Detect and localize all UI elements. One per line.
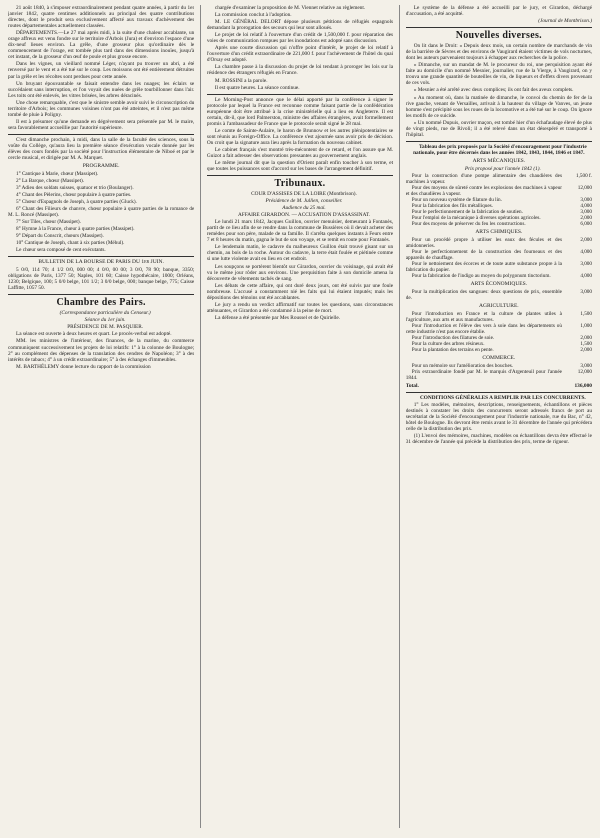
program-item: 4° Chant des Pèlerins, chœur populaire à quatre parties.	[16, 192, 132, 199]
prize-row: Pour un nouveau système de filature du lin. 3,000	[411, 196, 592, 203]
prize-row: Pour l'introduction en France et la culture de plantes utiles à l'agriculture, aux arts et aux manufactures. 1,500	[405, 311, 592, 324]
divider	[406, 27, 592, 28]
paragraph: Une chose remarquable, c'est que le sinistre semble avoir suivi le circonscription du territoire d'Arbois; les communes voisines n'ont pas été atteintes, et il n'est pas même tombé de pluie à Poligny.	[8, 99, 195, 118]
program-item: 8° Hymne à la France, chœur à quatre parties (Massipet).	[16, 226, 135, 233]
paragraph: « Un nommé Dupuis, ouvrier maçon, est tombé hier d'un échafaudage élevé de plus de vingt pieds, rue de Rivoli; il a été relevé dans un état désespéré et transporté à l'hôpital.	[405, 119, 592, 138]
program-item: 1° Cantique à Marie, chœur (Massipet).	[16, 171, 99, 178]
prize-row: Pour la multiplication des sangsues: deux questions de prix, ensemble de. 3,000	[405, 288, 592, 301]
paragraph: La chambre passe à la discussion du projet de loi tendant à proroger les lois sur la résidence des étrangers réfugiés en France.	[206, 64, 394, 77]
tableau-title: Tableau des prix proposés par la Société d'encouragement pour l'industrie nationale, pour être décernés dans les années 1842, 1843, 1844, 1846 et 1847.	[413, 143, 587, 156]
chambre-heading: Chambre des Pairs.	[56, 297, 146, 309]
cour-audience: Audience du 25 mai.	[282, 205, 326, 212]
cour-title: COUR D'ASSISES DE LA LOIRE (Montbrison).	[251, 191, 357, 198]
prize-row: Pour l'introduction et l'élève des vers à soie dans les départements où cette industrie n'est pas encore établie. 1,000	[405, 323, 592, 336]
prize-row: Pour la fabrication de l'indigo au moyen du polygonum tinctorium. 4,000	[411, 272, 592, 279]
prize-list	[406, 173, 592, 227]
program-item: 6° Chant des Filieurs de chanvre, chœur populaire à quatre parties de la romance de M. L. Roncé (Massipet).	[8, 206, 195, 219]
prize-list	[406, 363, 592, 381]
divider	[8, 134, 194, 135]
paragraph: Dans les vignes, un vieillard nommé Léger, n'ayant pu trouver un abri, a été renversé par le vent et a été tué sur le coup. Les moissons ont été entièrement détruites par la grêle et les récoltes sont perdues pour cette année.	[8, 61, 195, 80]
prize-row: Pour un mémoire sur l'amélioration des bouches. 3,000	[411, 363, 592, 370]
paragraph: M. BARTHÉLEMY donne lecture du rapport de la commission	[16, 363, 151, 370]
divider	[406, 392, 592, 393]
morning-post-paragraph: Le Morning-Post annonce que le délai apporté par la conférence à signer le protocole par lequel la France est reconnue comme faisant partie de la confédération européenne doit être attribué à la crise ministérielle qui a lieu en Angleterre. Il est certain, dit-il, que lord Palmerston, ministre des affaires étrangères, avait formellement promis à l'ambassadeur de France que le protocole serait signé le 28 mai.	[206, 96, 394, 127]
paragraph: Le lendemain matin, le cadavre du malheureux Guillon était trouvé gisant sur un chemin, au bois de la roche. Autour du cadavre, la terre était foulée et piétinée comme si une lutte violente avait eu lieu en cet endroit.	[206, 244, 394, 263]
paragraph: Les soupçons se portèrent bientôt sur Girardon, ouvrier du voisinage, qui avait été vu le même jour rôder aux environs. Une perquisition faite à son domicile amena la découverte de vêtements tachés de sang.	[206, 263, 394, 282]
chambre-presidence: PRÉSIDENCE DE M. PASQUIER.	[67, 324, 144, 331]
intro-paragraph: 21 août 1840, à s'imposer extraordinairement pendant quatre années, à partir du 1er janvier 1842, quatre centimes additionnels au principal des quatre contributions directes, dont le produit sera exclusivement affecté aux travaux d'achèvement des routes départementales actuellement classées.	[8, 5, 195, 30]
prize-row: Pour des moyens de préserver du feu les constructions. 6,000	[411, 220, 592, 227]
program-list	[8, 171, 194, 253]
total-amount: 136,000	[574, 383, 592, 390]
paragraph: Le projet de loi relatif à l'ouverture d'un crédit de 1,500,000 f. pour réparation des voies de communication rompues par les inondations est adopté sans discussion.	[206, 32, 394, 45]
paragraph: « Dimanche, sur un mandat de M. le procureur du roi, une perquisition ayant été faite au domicile d'un nommé Mesnier, journalier, rue de la Vierge, à Vaugirard, on y trouva une grande quantité de bouteilles de vin, de liqueurs et d'effets divers provenant de ces vols.	[405, 62, 592, 87]
program-item: 10° Cantique de Joseph, chant à six parties (Méhul).	[16, 240, 125, 247]
conditions-title: CONDITIONS GÉNÉRALES A REMPLIR PAR LES CONCURRENTS.	[419, 395, 586, 402]
section-title: COMMERCE.	[482, 355, 516, 362]
concert-paragraph: C'est dimanche prochain, à midi, dans la salle de la faculté des sciences, sous la voûte du Collège, qu'aura lieu la première séance d'exécution vocale donnée par les élèves des cours fondés par la société pour l'instruction élémentaire de Niboé et par le cercle musical, et dirigée par M. A. Marquet.	[8, 136, 195, 162]
paragraph: M. LE GÉNÉRAL DELORT dépose plusieurs pétitions de réfugiés espagnols demandant la prorogation des secours qui leur sont alloués.	[206, 19, 394, 32]
prize-year-label: Prix proposé pour l'année 1842 (1).	[464, 165, 541, 172]
departements-paragraph: DÉPARTEMENTS.—Le 27 mai après midi, à la suite d'une chaleur accablante, un orage affreux est venu fondre sur le territoire d'Arbois (Jura) et d'environ l'espace d'une dix-neuf lieues environ. La grêle, d'une grosseur plus qu'ordinaire dès le commencement de l'orage, est tombée plus tard dans des dimensions inouïes, jusqu'à cet instant, de la grosseur d'un œuf de poule et plus grosse encore.	[8, 30, 195, 61]
chambre-seance: Séance du 1er juin.	[84, 317, 126, 324]
paragraph: Il est à présumer qu'une demande en dégrèvement sera présentée par M. le maire, sera favorablement accueillie par l'autorité supérieure.	[8, 118, 195, 131]
paragraph: Il est quatre heures. La séance continue.	[214, 84, 300, 91]
paragraph: « Au moment où, dans la matinée de dimanche, le convoi du chemin de fer de la rive gauche, venant de Versailles, arrivait à la hauteur du village de Vanves, un jeune homme s'est précipité sous les roues de la locomotive et a été tué sur le coup. On ignore les motifs de ce suicide.	[405, 94, 592, 119]
prize-row: Pour la culture des arbres résineux. 1,500	[411, 341, 592, 348]
bourse-text: 5 0/0, 114 70; 4 1/2 0/0, 000 00; 4 0/0, 00 00; 3 0/0, 78 90; banque, 3350; obligations de Paris, 1377 50; Naples, 101 60; Caisse hypothécaire, 1000; Orléans, 1230; Belgique, 100; 5 0/0 belge, 101 1/2; 3 0/0 belge, 000; banque belge, 775; Caisse Laffitte, 1057 50.	[8, 267, 195, 292]
paragraph: La défense a été présentée par Mes Roussel et de Quirielle.	[214, 314, 341, 321]
prize-row: Pour l'introduction des filatures de soie. 2,000	[411, 335, 592, 342]
paragraph: chargée d'examiner la proposition de M. Viennet relative au règlement.	[214, 5, 366, 11]
paragraph: La commission conclut à l'adoption.	[214, 12, 292, 19]
prize-row: Pour le perfectionnement de la fabrication de soutien. 3,000	[411, 208, 592, 215]
program-item: 2° La Barque, chœur (Massipet).	[16, 178, 85, 185]
prize-row: Pour un procédé propre à utiliser les eaux des fécules et des amidonneries. 2,000	[405, 236, 592, 249]
chambre-subtitle: (Correspondance particulière du Censeur.)	[59, 310, 151, 317]
program-item: 5° Chœur d'Espagnols de Joseph, à quatre parties (Gluck).	[16, 199, 137, 206]
divider	[8, 256, 194, 257]
cour-presidence: Présidence de M. Jullien, conseiller.	[265, 198, 343, 205]
section-title: ARTS MÉCANIQUES.	[472, 157, 526, 164]
prize-row: Pour l'emploi de la mécanique à diverses opérations agricoles. 2,000	[411, 214, 592, 221]
prize-list	[406, 237, 592, 279]
section-title: ARTS CHIMIQUES.	[475, 228, 523, 235]
program-item: 9° Départ du Conscrit, chœurs (Massipet).	[16, 233, 104, 240]
paragraph: Un bruyant épouvantable se faisait entendre dans les nuages; les éclairs se succédaient sans interruption, et l'on voyait des nuées de grêle tourbillonner dans l'air. Les toits ont été enlevés, les vitres brisées, les arbres déracinés.	[8, 80, 195, 99]
paragraph: « Mesnier a été arrêté avec deux complices; ils ont fait des aveux complets.	[413, 87, 574, 94]
bourse-title: BULLETIN DE LA BOURSE DE PARIS DU 1er JUIN.	[38, 259, 164, 266]
prize-row: Pour la fabrication des fils métalliques. 4,000	[411, 202, 592, 209]
affaire-title: AFFAIRE GIRARDON. — ACCUSATION D'ASSASSINAT.	[237, 212, 370, 219]
prize-row: Pour le perfectionnement de la construction des fourneaux et des appareils de chauffage. 4,000	[405, 248, 592, 261]
prize-row: Pour la plantation des terrains en pente. 2,000	[411, 347, 592, 354]
prize-total	[406, 383, 592, 389]
paragraph: MM. les ministres de l'intérieur, des finances, de la marine, du commerce communiquent successivement les projets de loi relatifs: 1° à la colonne de Boulogne; 2° au complément des dépenses de la translation des cendres de Napoléon; 3° à des intérêts de tabacs; 4° à un crédit extraordinaire; 5° à des échanges d'immeubles.	[8, 338, 195, 363]
divider	[406, 141, 592, 142]
divider	[207, 94, 393, 95]
prize-list	[406, 311, 592, 353]
paragraph: Le cabinet français s'est montré très-mécontent de ce retard, et l'on assure que M. Guizot a fait adresser des observations pressantes au gouvernement anglais.	[206, 146, 394, 160]
program-item: 7° Sur Tiles, chœur (Massipet).	[16, 219, 81, 226]
program-item: 3° Adieu des soldats suisses, quatuor et trio (Boulanger).	[16, 185, 134, 192]
footnote: (1) L'envoi des mémoires, machines, modèles ou échantillons devra être effectué le 31 décembre de l'année qui précède la distribution des prix, terme de rigueur.	[405, 433, 592, 446]
paragraph: Le système de la défense a été accueilli par le jury, et Girardon, déchargé d'accusation, a été acquitté.	[405, 5, 592, 18]
paragraph: La séance est ouverte à deux heures et quart. Le procès-verbal est adopté.	[16, 331, 172, 338]
prize-row: Prix extraordinaire fondé par M. le marquis d'Argenteuil pour l'année 1844. 12,000	[405, 369, 592, 382]
tribunaux-heading: Tribunaux.	[274, 178, 326, 190]
prize-row: Pour des moyens de sûreté contre les explosions des machines à vapeur et des chaudières à vapeur. 12,000	[405, 184, 592, 197]
program-title: PROGRAMME.	[82, 163, 120, 170]
nouvelles-heading: Nouvelles diverses.	[455, 30, 542, 42]
paragraph: M. ROSSINI a la parole.	[214, 77, 268, 84]
column-divider	[399, 5, 400, 828]
total-label: Total.	[405, 383, 419, 390]
paragraph: Le même journal dit que la question d'Orient paraît enfin toucher à son terme, et que toutes les puissances sont d'accord sur les bases de l'arrangement définitif.	[206, 160, 394, 173]
section-title: AGRICULTURE.	[479, 302, 519, 309]
column-right	[406, 5, 592, 828]
paragraph: 1° Les modèles, mémoires, descriptions, renseignements, échantillons et pièces destinés à constater les droits des concurrents seront adressés francs de port au secrétariat de la Société d'encouragement pour l'industrie nationale, rue du Bac, n° 42, hôtel de Boulogne. Ils devront être remis avant le 31 décembre de l'année qui précédera celle de la distribution des prix.	[405, 402, 592, 433]
source-credit: (Journal de Montbrison.)	[538, 18, 592, 25]
paragraph: Après une courte discussion qui n'offre point d'intérêt, le projet de loi relatif à l'ouverture d'un crédit extraordinaire de 221,000 f. pour l'achèvement de l'hôtel du quai d'Orsay est adopté.	[206, 45, 394, 64]
column-divider	[200, 5, 201, 828]
paragraph: Le jury a rendu un verdict affirmatif sur toutes les questions, sans circonstances atténuantes, et Girardon a été condamné à la peine de mort.	[206, 301, 394, 314]
divider	[8, 294, 194, 295]
paragraph: On lit dans le Droit: « Depuis deux mois, un certain nombre de marchands de vin de la barrière de Sèvres et des environs de Vaugirard étaient victimes de vols nocturnes, dont les auteurs parvenaient toujours à échapper aux recherches de la police.	[405, 43, 592, 62]
prize-row: Pour la construction d'une pompe alimentaire des chaudières des machines à vapeur. 1,500 f.	[405, 172, 592, 185]
paragraph: Le lundi 21 mars 1842, Jacques Guillon, ouvrier menuisier, demeurant à Fontanès, partit de ce lieu afin de se rendre dans la commune de Bussières où il devait acheter des remèdes pour son père, malade de sa famille. Il s'arrêta quelques instants à Feurs entre 7 et 8 heures du matin, gagna le but de son voyage, et se remit en route pour Fontanès.	[206, 219, 394, 244]
paragraph: Le comte de Sainte-Aulaire, le baron de Brunnow et les autres plénipotentiaires se sont réunis au Foreign-Office. La conférence s'est ajournée sans avoir pris de décision. On croit que la signature aura lieu après la formation du nouveau cabinet.	[206, 127, 394, 146]
program-item: Le chœur sera composé de cent exécutants.	[16, 247, 106, 254]
section-title: ARTS ÉCONOMIQUES.	[470, 280, 528, 287]
column-left	[8, 5, 194, 828]
column-middle	[207, 5, 393, 828]
divider	[207, 175, 393, 176]
paragraph: Les débats de cette affaire, qui ont duré deux jours, ont été suivis par une foule nombreuse. L'accusé a constamment nié les faits qui lui étaient imputés; mais les dépositions des témoins ont été accablantes.	[206, 282, 394, 301]
newspaper-page	[8, 5, 592, 828]
prize-row: Pour le nettoiement des écorces et de toute autre substance propre à la fabrication du papier. 3,000	[405, 260, 592, 273]
